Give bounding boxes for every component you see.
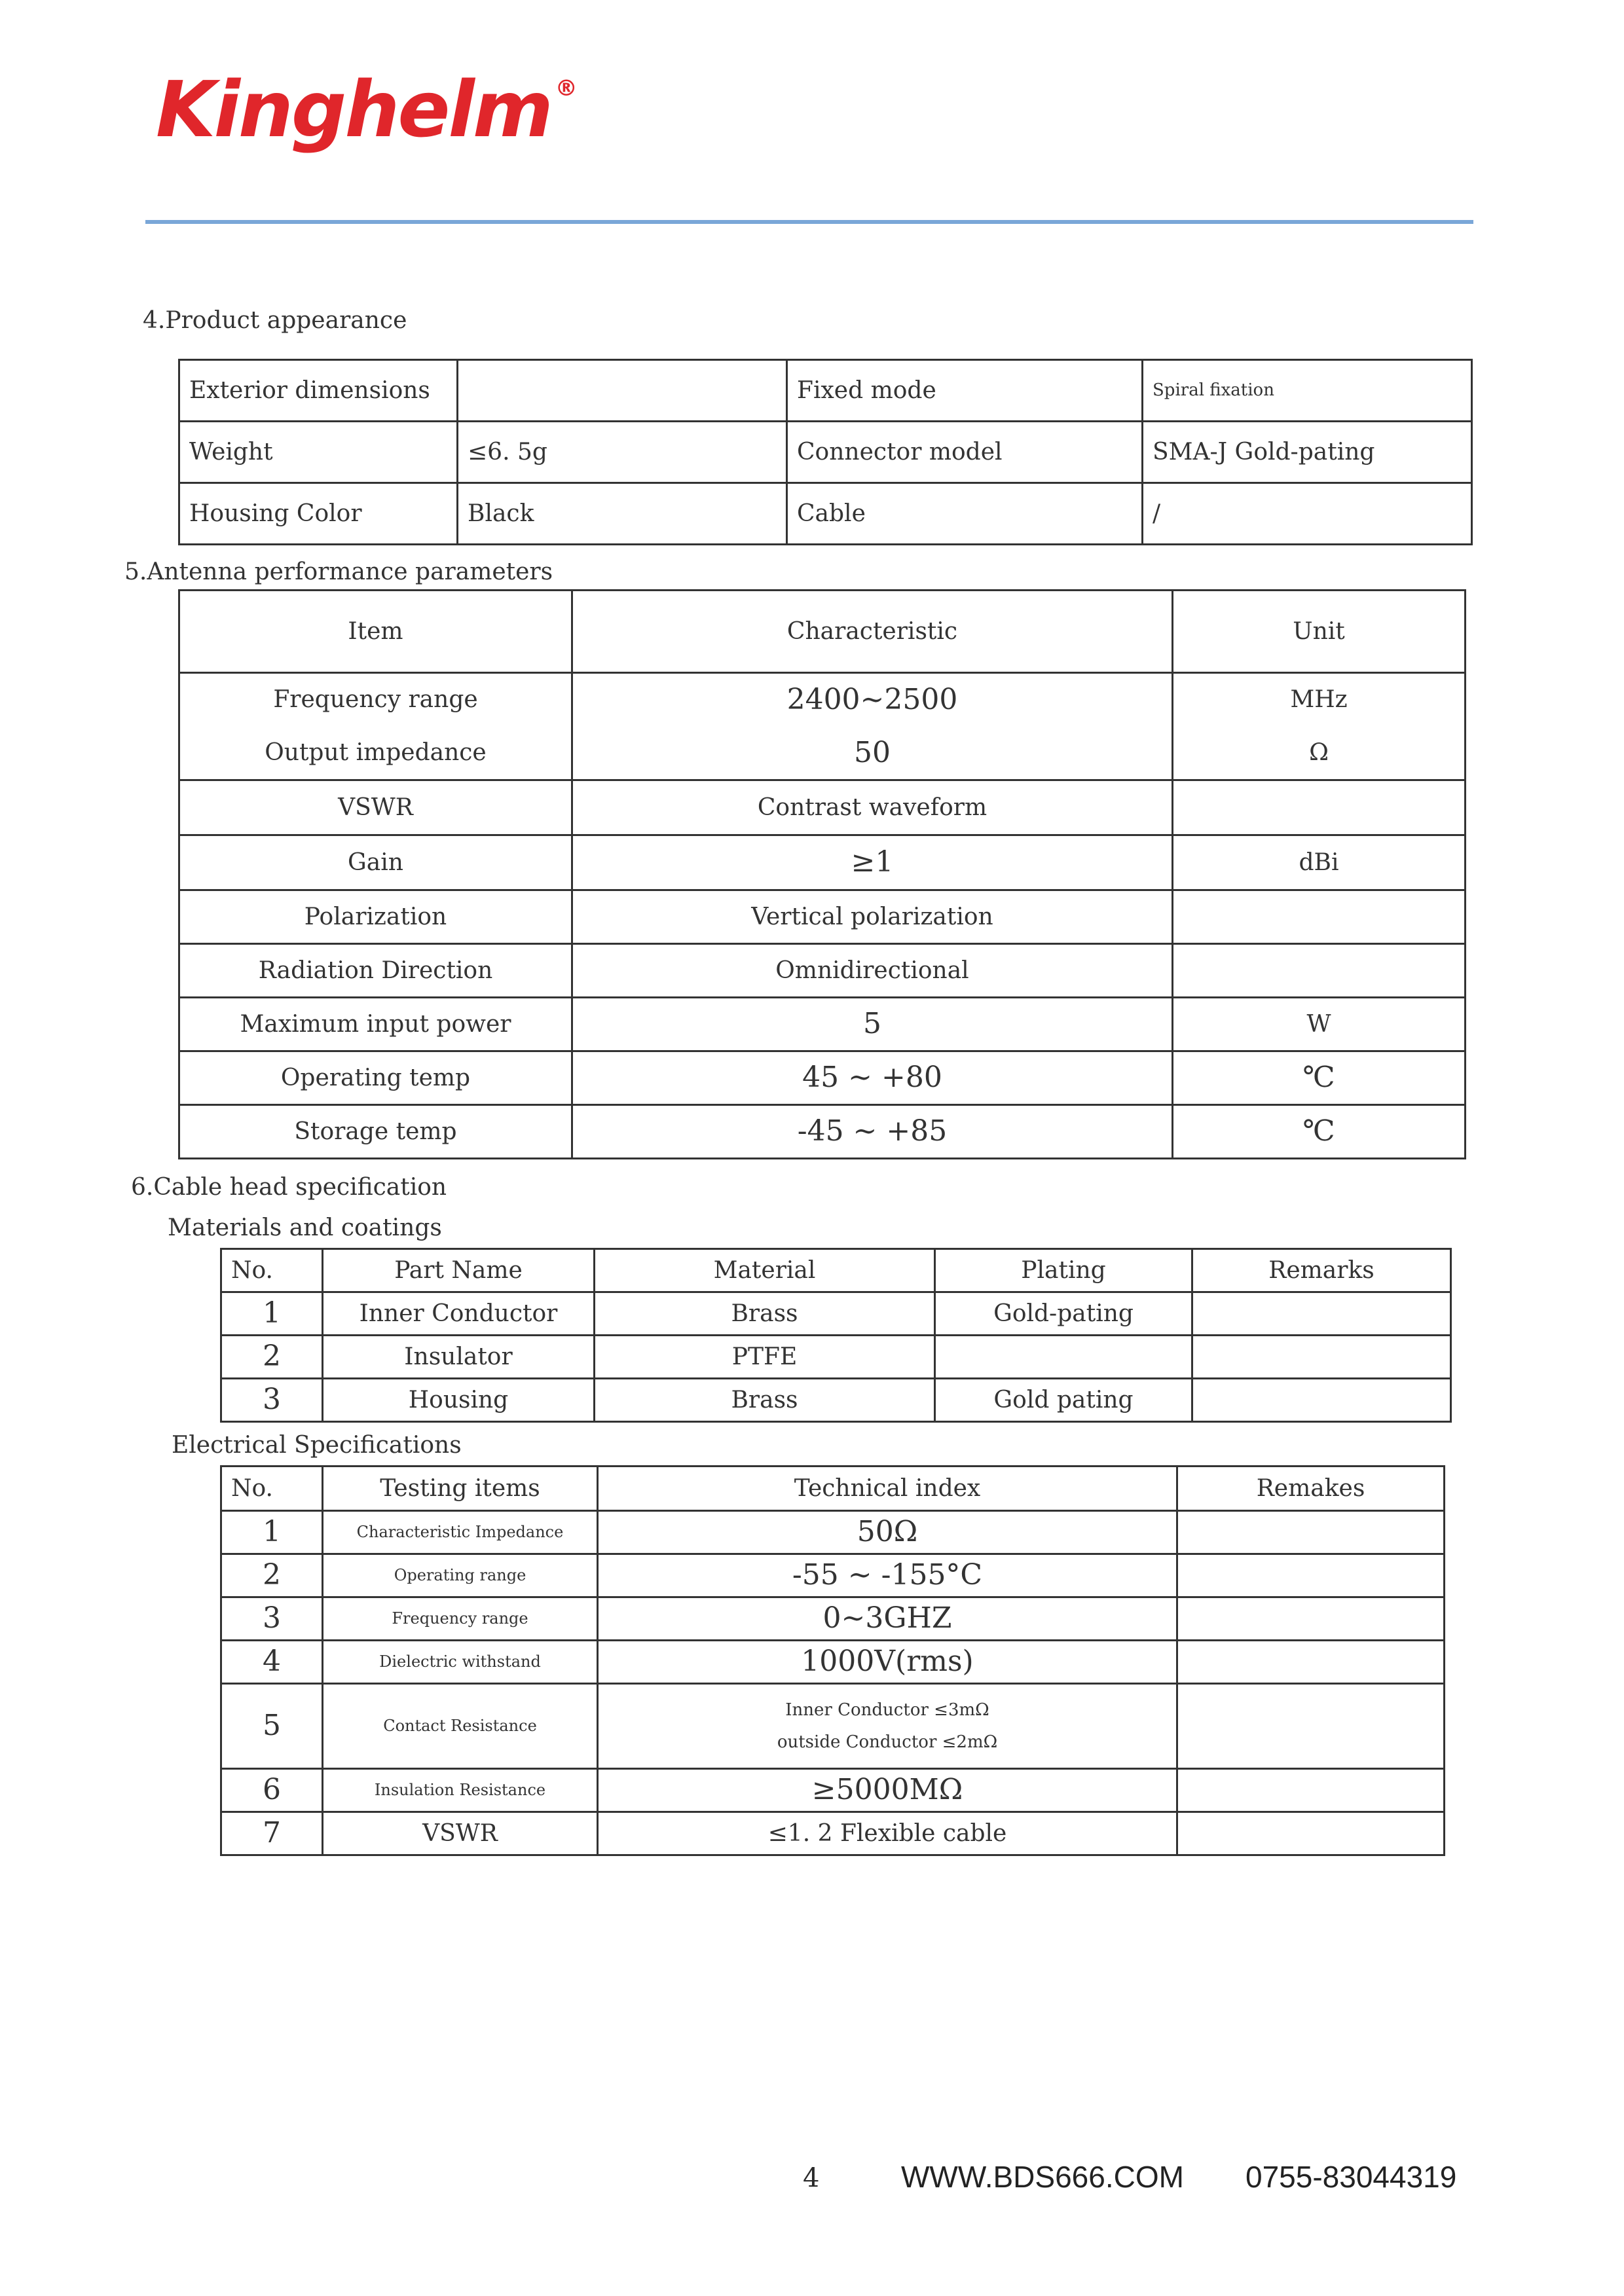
- table-cell: Contact Resistance: [323, 1684, 598, 1769]
- table-cell: 45 ~ +80: [572, 1051, 1173, 1105]
- section-title-product-appearance: 4.Product appearance: [143, 307, 407, 334]
- table-cell: VSWR: [179, 780, 572, 835]
- table-cell: Frequency range: [179, 673, 572, 727]
- table-row: [179, 1051, 1466, 1105]
- materials-table: [220, 1248, 1452, 1423]
- table-cell: Vertical polarization: [572, 890, 1173, 944]
- table-cell: Housing: [323, 1379, 595, 1422]
- table-cell: Frequency range: [323, 1597, 598, 1641]
- table-row: [179, 780, 1466, 835]
- table-cell: Weight: [179, 422, 458, 483]
- table-cell: Operating temp: [179, 1051, 572, 1105]
- table-row: [179, 422, 1472, 483]
- table-cell: [1177, 1684, 1445, 1769]
- table-row: [221, 1641, 1445, 1684]
- footer-phone: 0755-83044319: [1246, 2160, 1457, 2194]
- table-cell: Contrast waveform: [572, 780, 1173, 835]
- section-title-antenna-performance: 5.Antenna performance parameters: [124, 558, 553, 585]
- table-cell: Characteristic Impedance: [323, 1511, 598, 1554]
- table-cell: Polarization: [179, 890, 572, 944]
- table-cell: -45 ~ +85: [572, 1105, 1173, 1159]
- table-row: [221, 1292, 1451, 1336]
- table-cell: PTFE: [595, 1336, 935, 1379]
- table-row: [179, 727, 1466, 780]
- column-header: Item: [179, 591, 572, 673]
- header-rule: [145, 220, 1473, 224]
- table-cell: 2: [221, 1554, 323, 1597]
- table-row: [221, 1554, 1445, 1597]
- table-cell: [1177, 1511, 1445, 1554]
- table-cell: ℃: [1173, 1051, 1466, 1105]
- table-cell: 7: [221, 1812, 323, 1855]
- footer-website[interactable]: WWW.BDS666.COM: [901, 2160, 1184, 2194]
- table-cell: [935, 1336, 1192, 1379]
- table-cell: 50Ω: [598, 1511, 1177, 1554]
- contact-resistance-inner: Inner Conductor ≤3mΩ: [785, 1700, 989, 1720]
- table-header-row: [221, 1467, 1445, 1511]
- table-cell: Radiation Direction: [179, 944, 572, 998]
- section-title-cable-head: 6.Cable head specification: [131, 1174, 447, 1201]
- table-row: [221, 1511, 1445, 1554]
- table-row: [179, 890, 1466, 944]
- table-row: [221, 1812, 1445, 1855]
- table-cell: Gain: [179, 835, 572, 890]
- subsection-title-materials: Materials and coatings: [168, 1214, 442, 1241]
- table-cell: Insulation Resistance: [323, 1769, 598, 1812]
- table-cell: VSWR: [323, 1812, 598, 1855]
- table-cell: Inner Conductor: [323, 1292, 595, 1336]
- table-cell: 5: [221, 1684, 323, 1769]
- table-cell: [1177, 1554, 1445, 1597]
- table-cell: [1173, 890, 1466, 944]
- table-row: [179, 360, 1472, 422]
- table-cell: 6: [221, 1769, 323, 1812]
- table-cell: 1000V(rms): [598, 1641, 1177, 1684]
- table-row: [179, 944, 1466, 998]
- table-cell: -55 ~ -155°C: [598, 1554, 1177, 1597]
- table-cell: ≤1. 2 Flexible cable: [598, 1812, 1177, 1855]
- product-appearance-table: [178, 359, 1473, 545]
- table-cell: ≥1: [572, 835, 1173, 890]
- column-header: Testing items: [323, 1467, 598, 1511]
- antenna-performance-table: [178, 589, 1466, 1159]
- table-cell: Operating range: [323, 1554, 598, 1597]
- table-cell: 1: [221, 1511, 323, 1554]
- table-cell: 4: [221, 1641, 323, 1684]
- table-cell: [1192, 1379, 1451, 1422]
- table-cell: /: [1143, 483, 1472, 545]
- table-cell: Output impedance: [179, 727, 572, 780]
- table-row: [179, 483, 1472, 545]
- table-cell: 3: [221, 1597, 323, 1641]
- column-header: No.: [221, 1467, 323, 1511]
- table-cell: Fixed mode: [787, 360, 1143, 422]
- table-cell: Exterior dimensions: [179, 360, 458, 422]
- table-cell: Storage temp: [179, 1105, 572, 1159]
- table-row: [221, 1336, 1451, 1379]
- table-cell: [1192, 1336, 1451, 1379]
- contact-resistance-outer: outside Conductor ≤2mΩ: [777, 1732, 998, 1752]
- table-cell: Maximum input power: [179, 998, 572, 1051]
- table-header-row: [179, 591, 1466, 673]
- table-cell: Connector model: [787, 422, 1143, 483]
- table-cell: Dielectric withstand: [323, 1641, 598, 1684]
- column-header: Part Name: [323, 1249, 595, 1292]
- table-cell: Ω: [1173, 727, 1466, 780]
- table-cell: Insulator: [323, 1336, 595, 1379]
- table-header-row: [221, 1249, 1451, 1292]
- table-row: [221, 1597, 1445, 1641]
- table-row: [179, 673, 1466, 727]
- table-cell: [1177, 1641, 1445, 1684]
- column-header: Material: [595, 1249, 935, 1292]
- table-cell: Omnidirectional: [572, 944, 1173, 998]
- table-cell: Gold pating: [935, 1379, 1192, 1422]
- column-header: Remarks: [1192, 1249, 1451, 1292]
- table-cell: Brass: [595, 1379, 935, 1422]
- table-cell: 2: [221, 1336, 323, 1379]
- table-cell: [1173, 780, 1466, 835]
- table-row: [179, 1105, 1466, 1159]
- table-cell: 3: [221, 1379, 323, 1422]
- table-cell: Brass: [595, 1292, 935, 1336]
- table-row: [221, 1769, 1445, 1812]
- table-cell: SMA-J Gold-pating: [1143, 422, 1472, 483]
- table-cell: [458, 360, 787, 422]
- column-header: No.: [221, 1249, 323, 1292]
- table-cell: 2400~2500: [572, 673, 1173, 727]
- table-row: [179, 998, 1466, 1051]
- table-cell: dBi: [1173, 835, 1466, 890]
- table-cell: [1177, 1812, 1445, 1855]
- table-cell: W: [1173, 998, 1466, 1051]
- electrical-spec-table: [220, 1465, 1445, 1856]
- column-header: Technical index: [598, 1467, 1177, 1511]
- column-header: Plating: [935, 1249, 1192, 1292]
- table-cell: 50: [572, 727, 1173, 780]
- page-number: 4: [803, 2163, 820, 2193]
- column-header: Unit: [1173, 591, 1466, 673]
- table-cell: ≥5000MΩ: [598, 1769, 1177, 1812]
- table-cell: ≤6. 5g: [458, 422, 787, 483]
- table-cell: Gold-pating: [935, 1292, 1192, 1336]
- table-row: [221, 1379, 1451, 1422]
- column-header: Remakes: [1177, 1467, 1445, 1511]
- table-cell: [1177, 1597, 1445, 1641]
- table-cell: 0~3GHZ: [598, 1597, 1177, 1641]
- table-cell: 5: [572, 998, 1173, 1051]
- table-row: [179, 835, 1466, 890]
- table-cell: Spiral fixation: [1143, 360, 1472, 422]
- brand-logo: Kinghelm ®: [156, 64, 578, 155]
- table-cell: [598, 1684, 1177, 1769]
- table-cell: MHz: [1173, 673, 1466, 727]
- table-cell: [1173, 944, 1466, 998]
- table-cell: ℃: [1173, 1105, 1466, 1159]
- table-cell: [1177, 1769, 1445, 1812]
- column-header: Characteristic: [572, 591, 1173, 673]
- table-cell: 1: [221, 1292, 323, 1336]
- table-row: [221, 1684, 1445, 1769]
- subsection-title-electrical: Electrical Specifications: [172, 1432, 462, 1459]
- table-cell: Black: [458, 483, 787, 545]
- table-cell: [1192, 1292, 1451, 1336]
- table-cell: Housing Color: [179, 483, 458, 545]
- table-cell: Cable: [787, 483, 1143, 545]
